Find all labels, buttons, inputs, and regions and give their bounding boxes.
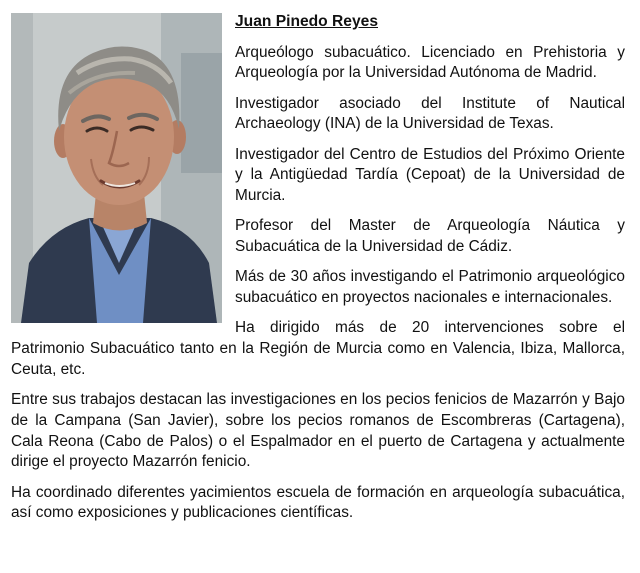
person-name: Juan Pinedo Reyes [235,13,378,30]
portrait-illustration [11,13,222,323]
bio-paragraph-2: Investigador asociado del Institute of Nautical Archaeology (INA) de la Universidad de Texas. [235,94,625,133]
portrait-photo [11,13,222,323]
bio-paragraph-7: Entre sus trabajos destacan las investigaciones en los pecios fenicios de Mazarrón y Bajo de la Campana (San Javier), sobre los pecios romanos de Escombreras (Cartagena), Cala Reona (Cabo de Palos) o el Espalmador en el puerto de Cartagena y actualmente dirige el proyecto Mazarrón fenicio. [11,391,625,471]
bio-document [11,12,625,534]
bio-paragraph-6: Ha dirigido más de 20 intervenciones sobre el Patrimonio Subacuático tanto en la Región de Murcia como en Valencia, Ibiza, Mallorca, Ceuta, etc. [11,319,625,378]
bio-paragraph-3: Investigador del Centro de Estudios del Próximo Oriente y la Antigüedad Tardía (Cepoat) de la Universidad de Murcia. [235,145,625,205]
bio-paragraph-8: Ha coordinado diferentes yacimientos escuela de formación en arqueología subacuática, así como exposiciones y publicaciones científicas. [11,483,625,522]
bio-paragraph-5: Más de 30 años investigando el Patrimonio arqueológico subacuático en proyectos nacionales e internacionales. [235,268,625,307]
bio-paragraph-1: Arqueólogo subacuático. Licenciado en Prehistoria y Arqueología por la Universidad Autónoma de Madrid. [235,43,625,82]
bio-paragraph-4: Profesor del Master de Arqueología Náutica y Subacuática de la Universidad de Cádiz. [235,217,625,256]
